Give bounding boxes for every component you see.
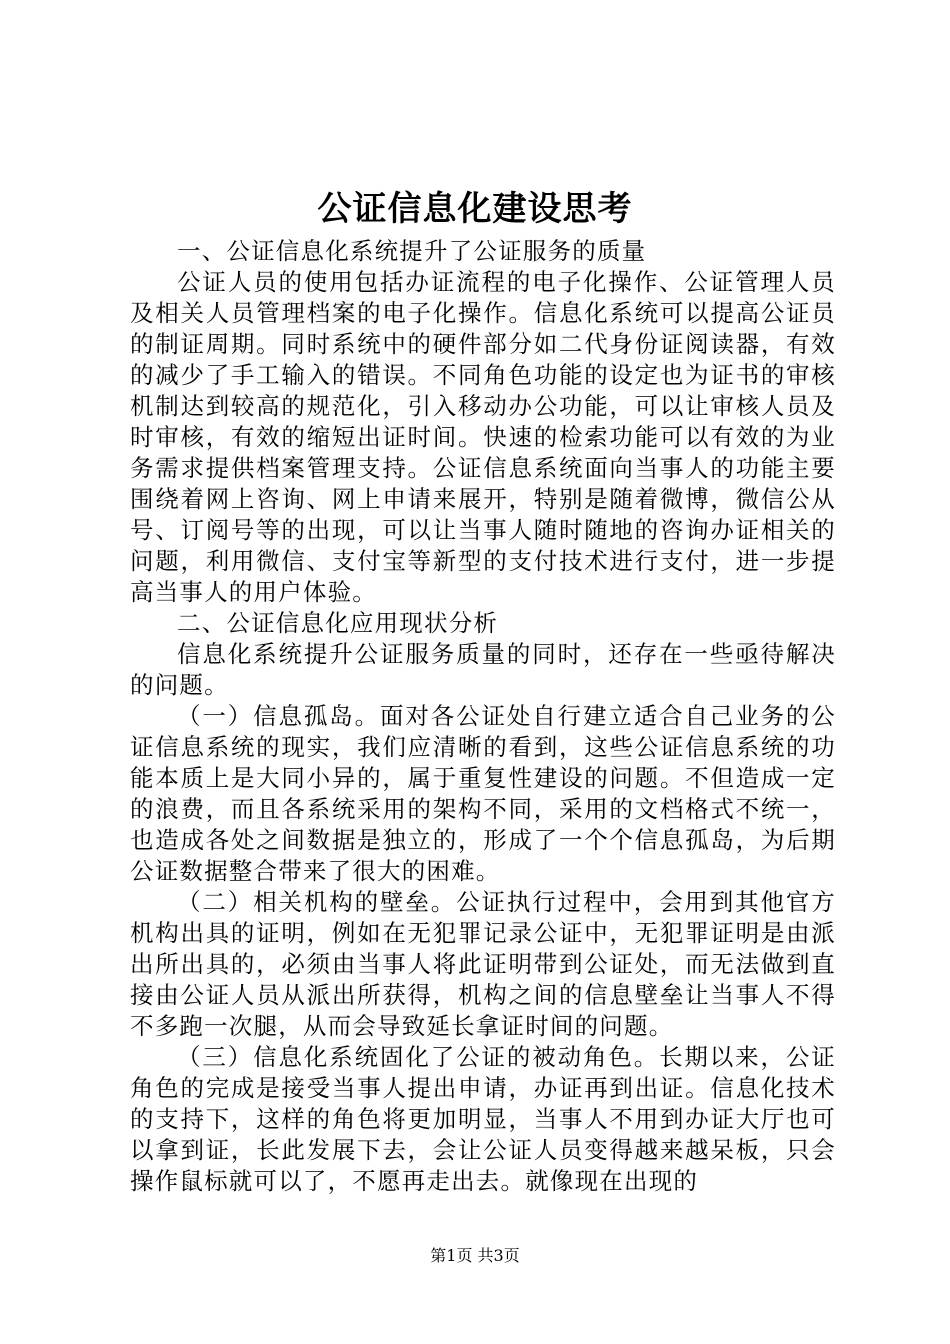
body-paragraph: （三）信息化系统固化了公证的被动角色。长期以来，公证角色的完成是接受当事人提出申请，办证再到出证。信息化技术的支持下，这样的角色将更加明显，当事人不用到办证大厅也可以拿到证，长此发展下去，会让公证人员变得越来越呆板，只会操作鼠标就可以了，不愿再走出去。就像现在出现的 [130,1043,836,1195]
body-paragraph: 公证人员的使用包括办证流程的电子化操作、公证管理人员及相关人员管理档案的电子化操作。信息化系统可以提高公证员的制证周期。同时系统中的硬件部分如二代身份证阅读器，有效的减少了手工输入的错误。不同角色功能的设定也为证书的审核机制达到较高的规范化，引入移动办公功能，可以让审核人员及时审核，有效的缩短出证时间。快速的检索功能可以有效的为业务需求提供档案管理支持。公证信息系统面向当事人的功能主要围绕着网上咨询、网上申请来展开，特别是随着微博，微信公从号、订阅号等的出现，可以让当事人随时随地的咨询办证相关的问题，利用微信、支付宝等新型的支付技术进行支付，进一步提高当事人的用户体验。 [130,268,836,606]
body-paragraph: （二）相关机构的壁垒。公证执行过程中，会用到其他官方机构出具的证明，例如在无犯罪记录公证中，无犯罪证明是由派出所出具的，必须由当事人将此证明带到公证处，而无法做到直接由公证人员从派出所获得，机构之间的信息壁垒让当事人不得不多跑一次腿，从而会导致延长拿证时间的问题。 [130,888,836,1040]
section-heading-1: 一、公证信息化系统提升了公证服务的质量 [177,237,647,265]
page-footer: 第1页 共3页 [430,1246,520,1265]
body-paragraph: （一）信息孤岛。面对各公证处自行建立适合自己业务的公证信息系统的现实，我们应清晰的看到，这些公证信息系统的功能本质上是大同小异的，属于重复性建设的问题。不但造成一定的浪费，而且各系统采用的架构不同，采用的文档格式不统一，也造成各处之间数据是独立的，形成了一个个信息孤岛，为后期公证数据整合带来了很大的困难。 [130,702,836,885]
document-title: 公证信息化建设思考 [317,189,633,229]
body-paragraph: 信息化系统提升公证服务质量的同时，还存在一些亟待解决的问题。 [130,640,836,699]
document-body [130,236,836,1197]
section-heading-2: 二、公证信息化应用现状分析 [177,609,499,637]
